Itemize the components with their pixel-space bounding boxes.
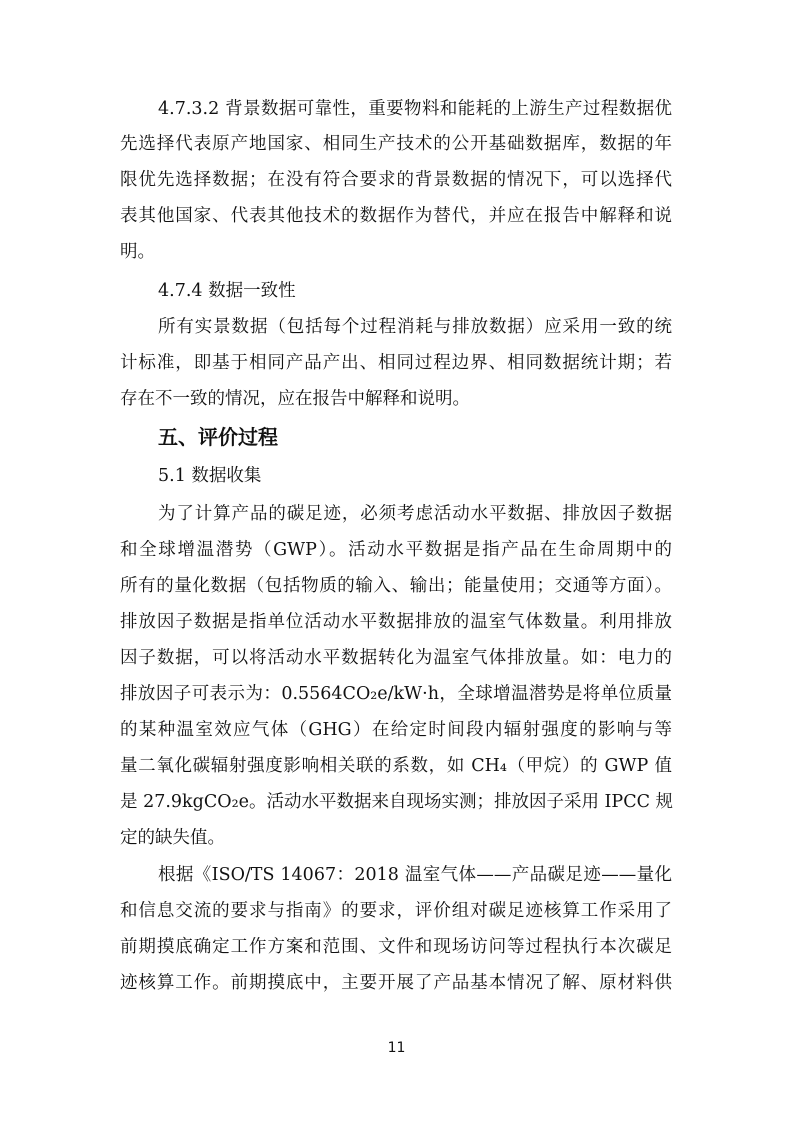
paragraph-line: 和信息交流的要求与指南》的要求，评价组对碳足迹核算工作采用了 — [120, 901, 672, 921]
paragraph-line: 表其他国家、代表其他技术的数据作为替代，并应在报告中解释和说 — [120, 206, 672, 226]
paragraph-line: 定的缺失值。 — [120, 828, 225, 848]
page-number: 11 — [387, 1040, 406, 1056]
paragraph-line: 是 27.9kgCO₂e。活动水平数据来自现场实测；排放因子采用 IPCC 规 — [120, 792, 674, 812]
paragraph-line: 先选择代表原产地国家、相同生产技术的公开基础数据库，数据的年 — [120, 134, 672, 154]
section-heading: 4.7.4 数据一致性 — [158, 281, 296, 301]
paragraph-line: 的某种温室效应气体（GHG）在给定时间段内辐射强度的影响与等 — [120, 720, 672, 740]
paragraph-line: 因子数据，可以将活动水平数据转化为温室气体排放量。如：电力的 — [120, 648, 672, 668]
paragraph-line: 排放因子可表示为：0.5564CO₂e/kW·h，全球增温潜势是将单位质量 — [120, 684, 672, 704]
paragraph-line: 迹核算工作。前期摸底中，主要开展了产品基本情况了解、原材料供 — [120, 973, 672, 993]
paragraph-line: 存在不一致的情况，应在报告中解释和说明。 — [120, 389, 470, 409]
paragraph-line: 限优先选择数据；在没有符合要求的背景数据的情况下，可以选择代 — [120, 170, 672, 190]
paragraph-line: 计标准，即基于相同产品产出、相同过程边界、相同数据统计期；若 — [120, 353, 672, 373]
chapter-title: 五、评价过程 — [158, 425, 278, 449]
paragraph-line: 量二氧化碳辐射强度影响相关联的系数，如 CH₄（甲烷）的 GWP 值 — [120, 756, 672, 776]
paragraph-line: 所有实景数据（包括每个过程消耗与排放数据）应采用一致的统 — [158, 317, 672, 337]
paragraph-line: 4.7.3.2 背景数据可靠性，重要物料和能耗的上游生产过程数据优 — [158, 99, 672, 119]
paragraph-line: 排放因子数据是指单位活动水平数据排放的温室气体数量。利用排放 — [120, 612, 672, 632]
paragraph-line: 前期摸底确定工作方案和范围、文件和现场访问等过程执行本次碳足 — [120, 937, 672, 957]
paragraph-line: 为了计算产品的碳足迹，必须考虑活动水平数据、排放因子数据 — [158, 504, 672, 524]
section-heading: 5.1 数据收集 — [158, 466, 262, 486]
paragraph-line: 根据《ISO/TS 14067：2018 温室气体——产品碳足迹——量化 — [158, 865, 672, 885]
paragraph-line: 所有的量化数据（包括物质的输入、输出；能量使用；交通等方面）。 — [120, 576, 672, 596]
paragraph-line: 明。 — [120, 242, 155, 262]
paragraph-line: 和全球增温潜势（GWP）。活动水平数据是指产品在生命周期中的 — [120, 540, 672, 560]
